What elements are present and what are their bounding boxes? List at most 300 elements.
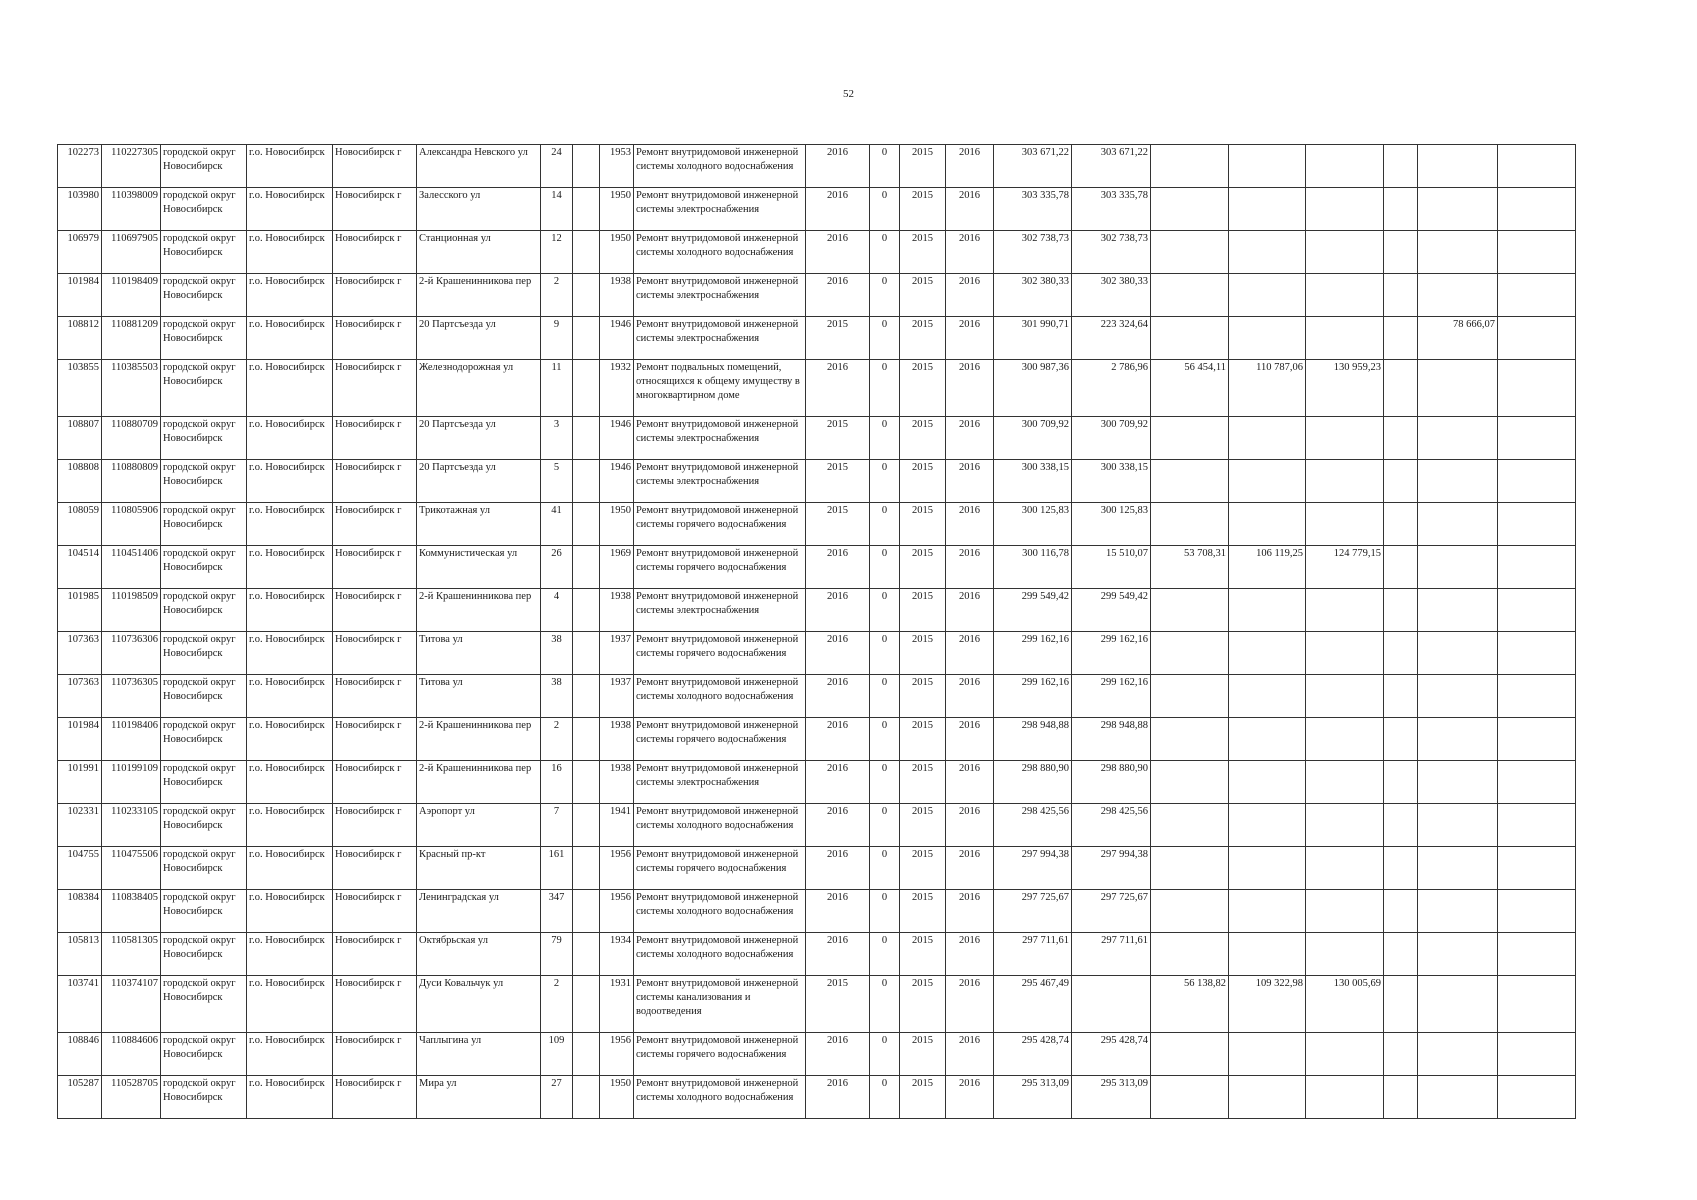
- building-block-cell: [573, 804, 600, 847]
- street-cell: Залесского ул: [417, 188, 541, 231]
- start-year-cell: 2015: [900, 231, 946, 274]
- district-cell: городской округ Новосибирск: [161, 589, 247, 632]
- district-cell: городской округ Новосибирск: [161, 976, 247, 1033]
- total-cost-cell: 299 162,16: [994, 675, 1072, 718]
- municipality-cell: г.о. Новосибирск: [247, 1033, 333, 1076]
- record-code-cell: 110374107: [102, 976, 161, 1033]
- build-year-cell: 1941: [600, 804, 634, 847]
- cost-column-3-cell: 109 322,98: [1229, 976, 1306, 1033]
- end-year-cell: 2016: [946, 317, 994, 360]
- end-year-cell: 2016: [946, 718, 994, 761]
- work-type-cell: Ремонт внутридомовой инженерной системы горячего водоснабжения: [634, 503, 806, 546]
- cost-column-4-cell: [1306, 632, 1384, 675]
- cost-column-6-cell: [1418, 460, 1498, 503]
- house-id-cell: 108808: [58, 460, 102, 503]
- total-cost-cell: 298 948,88: [994, 718, 1072, 761]
- building-block-cell: [573, 274, 600, 317]
- city-cell: Новосибирск г: [333, 274, 417, 317]
- zero-value-cell: 0: [870, 317, 900, 360]
- table-row: [58, 231, 1576, 274]
- plan-year-cell: 2015: [806, 976, 870, 1033]
- municipality-cell: г.о. Новосибирск: [247, 761, 333, 804]
- city-cell: Новосибирск г: [333, 976, 417, 1033]
- city-cell: Новосибирск г: [333, 460, 417, 503]
- street-cell: Титова ул: [417, 675, 541, 718]
- cost-column-1-cell: 223 324,64: [1072, 317, 1151, 360]
- street-cell: Аэропорт ул: [417, 804, 541, 847]
- cost-column-6-cell: [1418, 632, 1498, 675]
- cost-column-2-cell: [1151, 632, 1229, 675]
- record-code-cell: 110880709: [102, 417, 161, 460]
- street-cell: Дуси Ковальчук ул: [417, 976, 541, 1033]
- city-cell: Новосибирск г: [333, 632, 417, 675]
- end-year-cell: 2016: [946, 976, 994, 1033]
- zero-value-cell: 0: [870, 417, 900, 460]
- build-year-cell: 1934: [600, 933, 634, 976]
- house-id-cell: 105813: [58, 933, 102, 976]
- build-year-cell: 1938: [600, 589, 634, 632]
- district-cell: городской округ Новосибирск: [161, 231, 247, 274]
- record-code-cell: 110838405: [102, 890, 161, 933]
- cost-column-4-cell: [1306, 718, 1384, 761]
- house-number-cell: 79: [541, 933, 573, 976]
- street-cell: Коммунистическая ул: [417, 546, 541, 589]
- cost-column-5-cell: [1384, 231, 1418, 274]
- house-number-cell: 38: [541, 632, 573, 675]
- plan-year-cell: 2016: [806, 675, 870, 718]
- house-number-cell: 16: [541, 761, 573, 804]
- cost-column-4-cell: [1306, 188, 1384, 231]
- city-cell: Новосибирск г: [333, 546, 417, 589]
- municipality-cell: г.о. Новосибирск: [247, 718, 333, 761]
- build-year-cell: 1938: [600, 274, 634, 317]
- end-year-cell: 2016: [946, 503, 994, 546]
- start-year-cell: 2015: [900, 589, 946, 632]
- table-row: [58, 933, 1576, 976]
- plan-year-cell: 2016: [806, 1076, 870, 1119]
- zero-value-cell: 0: [870, 718, 900, 761]
- plan-year-cell: 2016: [806, 546, 870, 589]
- cost-column-2-cell: [1151, 460, 1229, 503]
- house-number-cell: 14: [541, 188, 573, 231]
- zero-value-cell: 0: [870, 1076, 900, 1119]
- house-number-cell: 109: [541, 1033, 573, 1076]
- cost-column-5-cell: [1384, 890, 1418, 933]
- plan-year-cell: 2016: [806, 1033, 870, 1076]
- end-year-cell: 2016: [946, 632, 994, 675]
- house-id-cell: 106979: [58, 231, 102, 274]
- cost-column-1-cell: 302 738,73: [1072, 231, 1151, 274]
- end-year-cell: 2016: [946, 360, 994, 417]
- cost-column-6-cell: [1418, 546, 1498, 589]
- table-row: [58, 460, 1576, 503]
- cost-column-3-cell: [1229, 761, 1306, 804]
- cost-column-3-cell: [1229, 675, 1306, 718]
- total-cost-cell: 298 880,90: [994, 761, 1072, 804]
- table-row: [58, 546, 1576, 589]
- end-year-cell: 2016: [946, 188, 994, 231]
- record-code-cell: 110199109: [102, 761, 161, 804]
- table-row: [58, 632, 1576, 675]
- municipality-cell: г.о. Новосибирск: [247, 1076, 333, 1119]
- cost-column-4-cell: [1306, 804, 1384, 847]
- building-block-cell: [573, 761, 600, 804]
- cost-column-6-cell: [1418, 804, 1498, 847]
- zero-value-cell: 0: [870, 632, 900, 675]
- municipality-cell: г.о. Новосибирск: [247, 976, 333, 1033]
- cost-column-5-cell: [1384, 546, 1418, 589]
- build-year-cell: 1946: [600, 417, 634, 460]
- end-year-cell: 2016: [946, 761, 994, 804]
- table-row: [58, 417, 1576, 460]
- end-year-cell: 2016: [946, 145, 994, 188]
- total-cost-cell: 300 987,36: [994, 360, 1072, 417]
- zero-value-cell: 0: [870, 976, 900, 1033]
- record-code-cell: 110805906: [102, 503, 161, 546]
- total-cost-cell: 302 380,33: [994, 274, 1072, 317]
- work-type-cell: Ремонт внутридомовой инженерной системы электроснабжения: [634, 317, 806, 360]
- work-type-cell: Ремонт внутридомовой инженерной системы холодного водоснабжения: [634, 145, 806, 188]
- build-year-cell: 1931: [600, 976, 634, 1033]
- city-cell: Новосибирск г: [333, 317, 417, 360]
- cost-column-3-cell: [1229, 933, 1306, 976]
- city-cell: Новосибирск г: [333, 360, 417, 417]
- build-year-cell: 1956: [600, 890, 634, 933]
- street-cell: 2-й Крашенинникова пер: [417, 718, 541, 761]
- cost-column-5-cell: [1384, 632, 1418, 675]
- cost-column-7-cell: [1498, 145, 1576, 188]
- record-code-cell: 110736305: [102, 675, 161, 718]
- cost-column-1-cell: 300 125,83: [1072, 503, 1151, 546]
- municipality-cell: г.о. Новосибирск: [247, 632, 333, 675]
- cost-column-3-cell: [1229, 1033, 1306, 1076]
- district-cell: городской округ Новосибирск: [161, 1076, 247, 1119]
- total-cost-cell: 298 425,56: [994, 804, 1072, 847]
- district-cell: городской округ Новосибирск: [161, 847, 247, 890]
- total-cost-cell: 300 125,83: [994, 503, 1072, 546]
- total-cost-cell: 297 994,38: [994, 847, 1072, 890]
- work-type-cell: Ремонт внутридомовой инженерной системы холодного водоснабжения: [634, 933, 806, 976]
- house-id-cell: 101984: [58, 718, 102, 761]
- city-cell: Новосибирск г: [333, 188, 417, 231]
- house-number-cell: 11: [541, 360, 573, 417]
- cost-column-2-cell: 53 708,31: [1151, 546, 1229, 589]
- record-code-cell: 110884606: [102, 1033, 161, 1076]
- cost-column-6-cell: [1418, 417, 1498, 460]
- cost-column-7-cell: [1498, 188, 1576, 231]
- zero-value-cell: 0: [870, 589, 900, 632]
- cost-column-7-cell: [1498, 675, 1576, 718]
- work-type-cell: Ремонт внутридомовой инженерной системы холодного водоснабжения: [634, 231, 806, 274]
- end-year-cell: 2016: [946, 1033, 994, 1076]
- end-year-cell: 2016: [946, 589, 994, 632]
- record-code-cell: 110227305: [102, 145, 161, 188]
- house-number-cell: 2: [541, 274, 573, 317]
- building-block-cell: [573, 145, 600, 188]
- zero-value-cell: 0: [870, 890, 900, 933]
- district-cell: городской округ Новосибирск: [161, 933, 247, 976]
- cost-column-1-cell: 295 428,74: [1072, 1033, 1151, 1076]
- cost-column-2-cell: [1151, 145, 1229, 188]
- cost-column-4-cell: [1306, 847, 1384, 890]
- cost-column-3-cell: 106 119,25: [1229, 546, 1306, 589]
- cost-column-7-cell: [1498, 933, 1576, 976]
- cost-column-6-cell: [1418, 890, 1498, 933]
- cost-column-5-cell: [1384, 847, 1418, 890]
- municipality-cell: г.о. Новосибирск: [247, 317, 333, 360]
- city-cell: Новосибирск г: [333, 804, 417, 847]
- work-type-cell: Ремонт внутридомовой инженерной системы электроснабжения: [634, 417, 806, 460]
- start-year-cell: 2015: [900, 145, 946, 188]
- build-year-cell: 1938: [600, 718, 634, 761]
- building-block-cell: [573, 360, 600, 417]
- district-cell: городской округ Новосибирск: [161, 546, 247, 589]
- cost-column-6-cell: [1418, 503, 1498, 546]
- cost-column-6-cell: [1418, 1076, 1498, 1119]
- cost-column-2-cell: [1151, 503, 1229, 546]
- repair-register-table: [57, 144, 1576, 1119]
- cost-column-6-cell: 78 666,07: [1418, 317, 1498, 360]
- cost-column-1-cell: 297 711,61: [1072, 933, 1151, 976]
- street-cell: 20 Партсъезда ул: [417, 317, 541, 360]
- work-type-cell: Ремонт внутридомовой инженерной системы электроснабжения: [634, 589, 806, 632]
- plan-year-cell: 2016: [806, 274, 870, 317]
- cost-column-2-cell: [1151, 188, 1229, 231]
- street-cell: Ленинградская ул: [417, 890, 541, 933]
- start-year-cell: 2015: [900, 890, 946, 933]
- cost-column-3-cell: [1229, 231, 1306, 274]
- house-id-cell: 108384: [58, 890, 102, 933]
- district-cell: городской округ Новосибирск: [161, 360, 247, 417]
- cost-column-3-cell: [1229, 417, 1306, 460]
- house-number-cell: 4: [541, 589, 573, 632]
- cost-column-5-cell: [1384, 804, 1418, 847]
- cost-column-3-cell: [1229, 1076, 1306, 1119]
- house-id-cell: 103741: [58, 976, 102, 1033]
- work-type-cell: Ремонт внутридомовой инженерной системы холодного водоснабжения: [634, 675, 806, 718]
- start-year-cell: 2015: [900, 976, 946, 1033]
- cost-column-2-cell: [1151, 589, 1229, 632]
- cost-column-5-cell: [1384, 1076, 1418, 1119]
- zero-value-cell: 0: [870, 188, 900, 231]
- record-code-cell: 110697905: [102, 231, 161, 274]
- building-block-cell: [573, 460, 600, 503]
- work-type-cell: Ремонт внутридомовой инженерной системы холодного водоснабжения: [634, 890, 806, 933]
- cost-column-2-cell: 56 138,82: [1151, 976, 1229, 1033]
- city-cell: Новосибирск г: [333, 1033, 417, 1076]
- cost-column-5-cell: [1384, 933, 1418, 976]
- building-block-cell: [573, 632, 600, 675]
- plan-year-cell: 2016: [806, 632, 870, 675]
- house-number-cell: 7: [541, 804, 573, 847]
- zero-value-cell: 0: [870, 933, 900, 976]
- district-cell: городской округ Новосибирск: [161, 317, 247, 360]
- street-cell: Чаплыгина ул: [417, 1033, 541, 1076]
- building-block-cell: [573, 503, 600, 546]
- cost-column-4-cell: [1306, 1076, 1384, 1119]
- house-number-cell: 9: [541, 317, 573, 360]
- cost-column-7-cell: [1498, 890, 1576, 933]
- street-cell: Октябрьская ул: [417, 933, 541, 976]
- district-cell: городской округ Новосибирск: [161, 804, 247, 847]
- plan-year-cell: 2016: [806, 890, 870, 933]
- build-year-cell: 1956: [600, 847, 634, 890]
- district-cell: городской округ Новосибирск: [161, 188, 247, 231]
- total-cost-cell: 295 428,74: [994, 1033, 1072, 1076]
- cost-column-2-cell: [1151, 231, 1229, 274]
- table-row: [58, 847, 1576, 890]
- cost-column-5-cell: [1384, 675, 1418, 718]
- cost-column-7-cell: [1498, 1033, 1576, 1076]
- house-id-cell: 105287: [58, 1076, 102, 1119]
- cost-column-7-cell: [1498, 761, 1576, 804]
- work-type-cell: Ремонт внутридомовой инженерной системы холодного водоснабжения: [634, 804, 806, 847]
- total-cost-cell: 299 549,42: [994, 589, 1072, 632]
- cost-column-4-cell: [1306, 317, 1384, 360]
- street-cell: 2-й Крашенинникова пер: [417, 761, 541, 804]
- zero-value-cell: 0: [870, 460, 900, 503]
- cost-column-2-cell: [1151, 718, 1229, 761]
- start-year-cell: 2015: [900, 632, 946, 675]
- district-cell: городской округ Новосибирск: [161, 890, 247, 933]
- record-code-cell: 110475506: [102, 847, 161, 890]
- city-cell: Новосибирск г: [333, 933, 417, 976]
- total-cost-cell: 302 738,73: [994, 231, 1072, 274]
- cost-column-4-cell: [1306, 274, 1384, 317]
- plan-year-cell: 2016: [806, 360, 870, 417]
- start-year-cell: 2015: [900, 804, 946, 847]
- record-code-cell: 110880809: [102, 460, 161, 503]
- cost-column-3-cell: [1229, 718, 1306, 761]
- cost-column-1-cell: 302 380,33: [1072, 274, 1151, 317]
- municipality-cell: г.о. Новосибирск: [247, 933, 333, 976]
- cost-column-3-cell: [1229, 188, 1306, 231]
- municipality-cell: г.о. Новосибирск: [247, 417, 333, 460]
- cost-column-5-cell: [1384, 188, 1418, 231]
- plan-year-cell: 2016: [806, 933, 870, 976]
- house-number-cell: 5: [541, 460, 573, 503]
- start-year-cell: 2015: [900, 360, 946, 417]
- start-year-cell: 2015: [900, 761, 946, 804]
- cost-column-2-cell: [1151, 933, 1229, 976]
- building-block-cell: [573, 317, 600, 360]
- city-cell: Новосибирск г: [333, 145, 417, 188]
- cost-column-6-cell: [1418, 360, 1498, 417]
- cost-column-4-cell: [1306, 231, 1384, 274]
- cost-column-1-cell: 300 709,92: [1072, 417, 1151, 460]
- house-id-cell: 101984: [58, 274, 102, 317]
- table-row: [58, 804, 1576, 847]
- district-cell: городской округ Новосибирск: [161, 675, 247, 718]
- cost-column-2-cell: [1151, 804, 1229, 847]
- house-number-cell: 26: [541, 546, 573, 589]
- house-id-cell: 108812: [58, 317, 102, 360]
- plan-year-cell: 2015: [806, 417, 870, 460]
- cost-column-3-cell: [1229, 145, 1306, 188]
- build-year-cell: 1937: [600, 632, 634, 675]
- start-year-cell: 2015: [900, 274, 946, 317]
- table-row: [58, 1033, 1576, 1076]
- record-code-cell: 110451406: [102, 546, 161, 589]
- work-type-cell: Ремонт внутридомовой инженерной системы электроснабжения: [634, 761, 806, 804]
- cost-column-4-cell: [1306, 761, 1384, 804]
- building-block-cell: [573, 1076, 600, 1119]
- building-block-cell: [573, 718, 600, 761]
- city-cell: Новосибирск г: [333, 231, 417, 274]
- cost-column-1-cell: 298 880,90: [1072, 761, 1151, 804]
- district-cell: городской округ Новосибирск: [161, 503, 247, 546]
- plan-year-cell: 2015: [806, 460, 870, 503]
- record-code-cell: 110198509: [102, 589, 161, 632]
- municipality-cell: г.о. Новосибирск: [247, 360, 333, 417]
- work-type-cell: Ремонт внутридомовой инженерной системы горячего водоснабжения: [634, 847, 806, 890]
- district-cell: городской округ Новосибирск: [161, 718, 247, 761]
- work-type-cell: Ремонт внутридомовой инженерной системы канализования и водоотведения: [634, 976, 806, 1033]
- end-year-cell: 2016: [946, 804, 994, 847]
- end-year-cell: 2016: [946, 847, 994, 890]
- zero-value-cell: 0: [870, 546, 900, 589]
- cost-column-7-cell: [1498, 718, 1576, 761]
- zero-value-cell: 0: [870, 274, 900, 317]
- table-row: [58, 145, 1576, 188]
- end-year-cell: 2016: [946, 417, 994, 460]
- street-cell: 20 Партсъезда ул: [417, 460, 541, 503]
- end-year-cell: 2016: [946, 933, 994, 976]
- cost-column-5-cell: [1384, 503, 1418, 546]
- cost-column-4-cell: 124 779,15: [1306, 546, 1384, 589]
- house-id-cell: 108807: [58, 417, 102, 460]
- cost-column-5-cell: [1384, 589, 1418, 632]
- zero-value-cell: 0: [870, 847, 900, 890]
- municipality-cell: г.о. Новосибирск: [247, 589, 333, 632]
- municipality-cell: г.о. Новосибирск: [247, 804, 333, 847]
- building-block-cell: [573, 188, 600, 231]
- zero-value-cell: 0: [870, 675, 900, 718]
- cost-column-2-cell: [1151, 274, 1229, 317]
- table-row: [58, 976, 1576, 1033]
- cost-column-7-cell: [1498, 460, 1576, 503]
- table-row: [58, 317, 1576, 360]
- municipality-cell: г.о. Новосибирск: [247, 274, 333, 317]
- start-year-cell: 2015: [900, 317, 946, 360]
- cost-column-2-cell: [1151, 1033, 1229, 1076]
- cost-column-2-cell: [1151, 317, 1229, 360]
- table-row: [58, 761, 1576, 804]
- record-code-cell: 110881209: [102, 317, 161, 360]
- plan-year-cell: 2015: [806, 317, 870, 360]
- cost-column-1-cell: 298 425,56: [1072, 804, 1151, 847]
- plan-year-cell: 2016: [806, 847, 870, 890]
- table-row: [58, 188, 1576, 231]
- record-code-cell: 110385503: [102, 360, 161, 417]
- cost-column-1-cell: 295 313,09: [1072, 1076, 1151, 1119]
- build-year-cell: 1950: [600, 1076, 634, 1119]
- house-id-cell: 102331: [58, 804, 102, 847]
- start-year-cell: 2015: [900, 503, 946, 546]
- build-year-cell: 1969: [600, 546, 634, 589]
- cost-column-5-cell: [1384, 1033, 1418, 1076]
- cost-column-4-cell: [1306, 933, 1384, 976]
- table-row: [58, 360, 1576, 417]
- cost-column-1-cell: 299 162,16: [1072, 632, 1151, 675]
- plan-year-cell: 2016: [806, 231, 870, 274]
- city-cell: Новосибирск г: [333, 718, 417, 761]
- cost-column-4-cell: [1306, 503, 1384, 546]
- cost-column-5-cell: [1384, 976, 1418, 1033]
- total-cost-cell: 301 990,71: [994, 317, 1072, 360]
- cost-column-4-cell: [1306, 675, 1384, 718]
- zero-value-cell: 0: [870, 360, 900, 417]
